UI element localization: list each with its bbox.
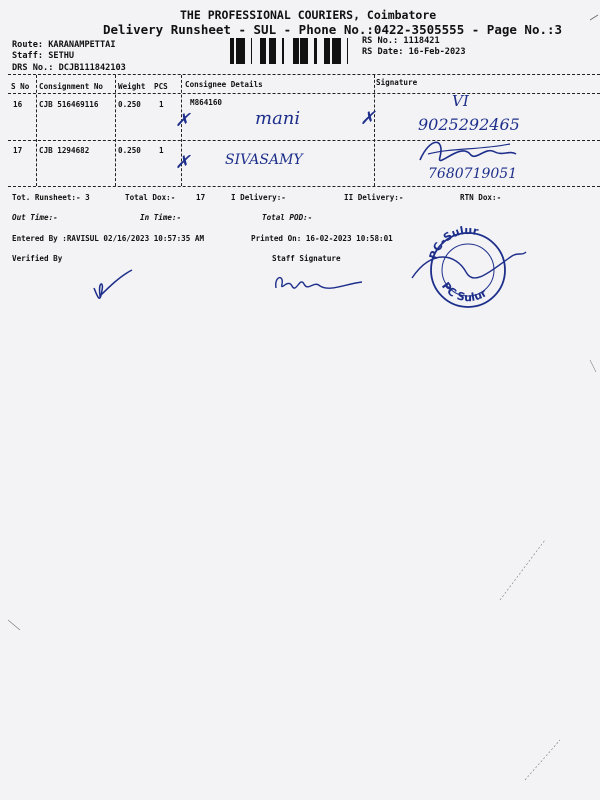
cell-consignment: CJB 1294682 <box>39 146 90 155</box>
drs-value: DCJB111842103 <box>58 63 126 73</box>
printed-on: Printed On: 16-02-2023 10:58:01 <box>251 234 393 243</box>
handwritten-text: VI <box>452 92 469 110</box>
rs-date-label: RS Date: <box>362 47 404 57</box>
staff-value: SETHU <box>48 51 75 61</box>
handwritten-name: SIVASAMY <box>225 152 303 168</box>
route-label: Route: <box>12 40 44 50</box>
handwritten-name: mani <box>255 108 301 129</box>
handwritten-phone: 7680719051 <box>428 166 518 182</box>
tot-runsheet: Tot. Runsheet:- 3 <box>12 193 90 202</box>
cell-consignee: M864160 <box>190 98 223 107</box>
tick-mark: ✗ <box>175 110 191 131</box>
handwritten-phone: 9025292465 <box>418 115 520 134</box>
rtn-dox: RTN Dox:- <box>460 193 502 202</box>
rs-date-value: 16-Feb-2023 <box>408 47 466 57</box>
in-time: In Time:- <box>140 213 182 222</box>
rs-no-value: 1118421 <box>403 36 440 46</box>
ii-delivery: II Delivery:- <box>344 193 404 202</box>
column-header-sno: S No <box>11 82 30 91</box>
cell-consignment: CJB 516469116 <box>39 100 99 109</box>
verified-by: Verified By <box>12 254 63 263</box>
column-header-weight: Weight <box>118 82 146 91</box>
drs-label: DRS No.: <box>12 63 54 73</box>
stamp-bottom-text: PC Sulur <box>438 279 490 305</box>
stamp-top-text: PC-Sulur <box>426 223 480 261</box>
total-dox-label: Total Dox:- <box>125 193 176 202</box>
rs-no-label: RS No.: <box>362 36 399 46</box>
column-header-consignee: Consignee Details <box>185 80 263 89</box>
i-delivery: I Delivery:- <box>231 193 286 202</box>
cell-sno: 16 <box>13 100 23 109</box>
staff-signature-label: Staff Signature <box>272 254 341 263</box>
column-header-signature: Signature <box>376 78 418 87</box>
column-header-pcs: PCS <box>154 82 168 91</box>
total-pod: Total POD:- <box>262 213 313 222</box>
entered-by: Entered By :RAVISUL 02/16/2023 10:57:35 AM <box>12 234 205 243</box>
tick-mark: ✗ <box>175 152 191 173</box>
cell-weight: 0.250 <box>118 146 141 155</box>
route-value: KARANAMPETTAI <box>48 40 116 50</box>
company-title: THE PROFESSIONAL COURIERS, Coimbatore <box>180 8 437 22</box>
cell-pcs: 1 <box>159 100 164 109</box>
runsheet-subtitle: Delivery Runsheet - SUL - Phone No.:0422-3505555 - Page No.:3 <box>103 22 563 37</box>
cell-sno: 17 <box>13 146 23 155</box>
cell-pcs: 1 <box>159 146 164 155</box>
staff-label: Staff: <box>12 51 44 61</box>
total-dox-value: 17 <box>196 193 206 202</box>
cell-weight: 0.250 <box>118 100 141 109</box>
out-time: Out Time:- <box>12 213 58 222</box>
tick-mark: ✗ <box>360 108 376 129</box>
column-header-consignment: Consignment No <box>39 82 104 91</box>
